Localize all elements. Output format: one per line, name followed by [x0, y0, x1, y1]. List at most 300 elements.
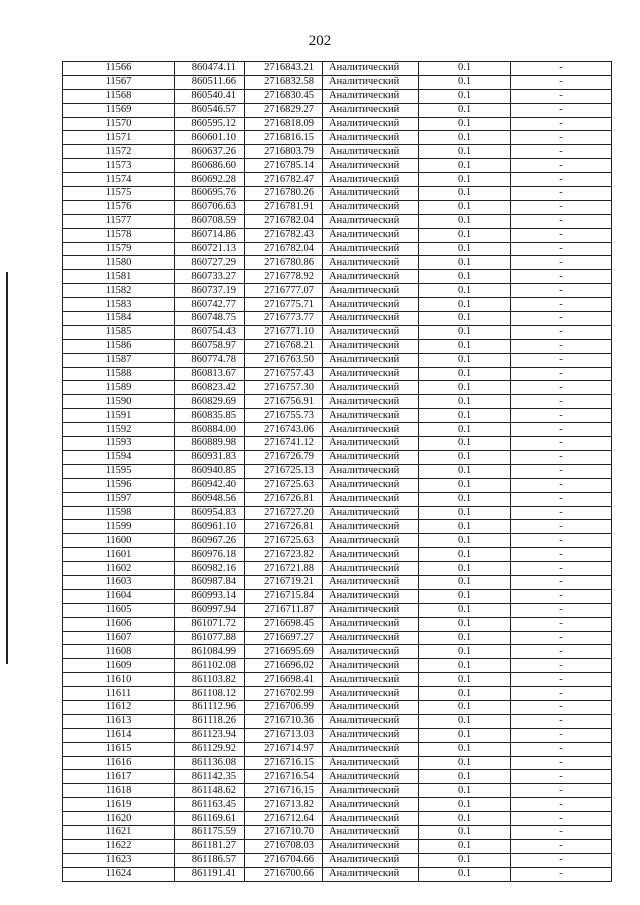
- x-coordinate-cell: 861102.08: [175, 659, 245, 673]
- note-cell: -: [511, 62, 612, 76]
- note-cell: -: [511, 437, 612, 451]
- y-coordinate-cell: 2716768.21: [245, 339, 323, 353]
- accuracy-cell: 0.1: [419, 659, 511, 673]
- accuracy-cell: 0.1: [419, 62, 511, 76]
- point-number-cell: 11591: [63, 409, 175, 423]
- accuracy-cell: 0.1: [419, 617, 511, 631]
- table-row: [63, 367, 612, 381]
- point-number-cell: 11567: [63, 75, 175, 89]
- method-cell: Аналитический: [323, 298, 419, 312]
- method-cell: Аналитический: [323, 381, 419, 395]
- y-coordinate-cell: 2716726.79: [245, 450, 323, 464]
- y-coordinate-cell: 2716714.97: [245, 742, 323, 756]
- x-coordinate-cell: 860931.83: [175, 450, 245, 464]
- x-coordinate-cell: 860987.84: [175, 575, 245, 589]
- point-number-cell: 11584: [63, 312, 175, 326]
- note-cell: -: [511, 145, 612, 159]
- method-cell: Аналитический: [323, 270, 419, 284]
- note-cell: -: [511, 728, 612, 742]
- y-coordinate-cell: 2716725.63: [245, 534, 323, 548]
- table-row: [63, 575, 612, 589]
- table-row: [63, 62, 612, 76]
- y-coordinate-cell: 2716843.21: [245, 62, 323, 76]
- table-row: [63, 770, 612, 784]
- accuracy-cell: 0.1: [419, 256, 511, 270]
- table-row: [63, 812, 612, 826]
- method-cell: Аналитический: [323, 853, 419, 867]
- accuracy-cell: 0.1: [419, 673, 511, 687]
- note-cell: -: [511, 423, 612, 437]
- point-number-cell: 11617: [63, 770, 175, 784]
- method-cell: Аналитический: [323, 617, 419, 631]
- page-number: 202: [308, 33, 332, 49]
- table-row: [63, 617, 612, 631]
- point-number-cell: 11622: [63, 839, 175, 853]
- x-coordinate-cell: 861077.88: [175, 631, 245, 645]
- accuracy-cell: 0.1: [419, 506, 511, 520]
- point-number-cell: 11575: [63, 187, 175, 201]
- method-cell: Аналитический: [323, 284, 419, 298]
- point-number-cell: 11581: [63, 270, 175, 284]
- method-cell: Аналитический: [323, 673, 419, 687]
- accuracy-cell: 0.1: [419, 381, 511, 395]
- point-number-cell: 11594: [63, 450, 175, 464]
- x-coordinate-cell: 860695.76: [175, 187, 245, 201]
- y-coordinate-cell: 2716697.27: [245, 631, 323, 645]
- table-row: [63, 395, 612, 409]
- point-number-cell: 11601: [63, 548, 175, 562]
- note-cell: -: [511, 381, 612, 395]
- y-coordinate-cell: 2716710.70: [245, 825, 323, 839]
- note-cell: -: [511, 742, 612, 756]
- note-cell: -: [511, 562, 612, 576]
- y-coordinate-cell: 2716721.88: [245, 562, 323, 576]
- point-number-cell: 11605: [63, 603, 175, 617]
- y-coordinate-cell: 2716778.92: [245, 270, 323, 284]
- method-cell: Аналитический: [323, 464, 419, 478]
- x-coordinate-cell: 860940.85: [175, 464, 245, 478]
- note-cell: -: [511, 75, 612, 89]
- accuracy-cell: 0.1: [419, 645, 511, 659]
- y-coordinate-cell: 2716780.86: [245, 256, 323, 270]
- accuracy-cell: 0.1: [419, 103, 511, 117]
- x-coordinate-cell: 860961.10: [175, 520, 245, 534]
- method-cell: Аналитический: [323, 423, 419, 437]
- accuracy-cell: 0.1: [419, 728, 511, 742]
- y-coordinate-cell: 2716712.64: [245, 812, 323, 826]
- accuracy-cell: 0.1: [419, 589, 511, 603]
- y-coordinate-cell: 2716704.66: [245, 853, 323, 867]
- table-row: [63, 798, 612, 812]
- point-number-cell: 11608: [63, 645, 175, 659]
- method-cell: Аналитический: [323, 256, 419, 270]
- note-cell: -: [511, 687, 612, 701]
- note-cell: -: [511, 312, 612, 326]
- point-number-cell: 11611: [63, 687, 175, 701]
- table-row: [63, 228, 612, 242]
- accuracy-cell: 0.1: [419, 339, 511, 353]
- point-number-cell: 11587: [63, 353, 175, 367]
- note-cell: -: [511, 478, 612, 492]
- y-coordinate-cell: 2716713.03: [245, 728, 323, 742]
- x-coordinate-cell: 860758.97: [175, 339, 245, 353]
- table-row: [63, 409, 612, 423]
- y-coordinate-cell: 2716706.99: [245, 700, 323, 714]
- note-cell: -: [511, 256, 612, 270]
- note-cell: -: [511, 228, 612, 242]
- table-row: [63, 687, 612, 701]
- accuracy-cell: 0.1: [419, 825, 511, 839]
- y-coordinate-cell: 2716723.82: [245, 548, 323, 562]
- point-number-cell: 11623: [63, 853, 175, 867]
- note-cell: -: [511, 520, 612, 534]
- method-cell: Аналитический: [323, 312, 419, 326]
- accuracy-cell: 0.1: [419, 242, 511, 256]
- x-coordinate-cell: 860546.57: [175, 103, 245, 117]
- x-coordinate-cell: 860737.19: [175, 284, 245, 298]
- accuracy-cell: 0.1: [419, 423, 511, 437]
- x-coordinate-cell: 860474.11: [175, 62, 245, 76]
- x-coordinate-cell: 861118.26: [175, 714, 245, 728]
- table-row: [63, 284, 612, 298]
- x-coordinate-cell: 860942.40: [175, 478, 245, 492]
- table-row: [63, 298, 612, 312]
- point-number-cell: 11574: [63, 173, 175, 187]
- note-cell: -: [511, 200, 612, 214]
- accuracy-cell: 0.1: [419, 200, 511, 214]
- y-coordinate-cell: 2716773.77: [245, 312, 323, 326]
- x-coordinate-cell: 860967.26: [175, 534, 245, 548]
- note-cell: -: [511, 825, 612, 839]
- accuracy-cell: 0.1: [419, 325, 511, 339]
- point-number-cell: 11585: [63, 325, 175, 339]
- x-coordinate-cell: 861108.12: [175, 687, 245, 701]
- method-cell: Аналитический: [323, 700, 419, 714]
- accuracy-cell: 0.1: [419, 770, 511, 784]
- x-coordinate-cell: 860733.27: [175, 270, 245, 284]
- note-cell: -: [511, 242, 612, 256]
- accuracy-cell: 0.1: [419, 603, 511, 617]
- accuracy-cell: 0.1: [419, 145, 511, 159]
- x-coordinate-cell: 860774.78: [175, 353, 245, 367]
- x-coordinate-cell: 860813.67: [175, 367, 245, 381]
- point-number-cell: 11578: [63, 228, 175, 242]
- method-cell: Аналитический: [323, 395, 419, 409]
- accuracy-cell: 0.1: [419, 367, 511, 381]
- y-coordinate-cell: 2716725.13: [245, 464, 323, 478]
- table-body: [63, 62, 612, 882]
- method-cell: Аналитический: [323, 478, 419, 492]
- point-number-cell: 11580: [63, 256, 175, 270]
- method-cell: Аналитический: [323, 145, 419, 159]
- table-row: [63, 673, 612, 687]
- x-coordinate-cell: 860708.59: [175, 214, 245, 228]
- method-cell: Аналитический: [323, 437, 419, 451]
- method-cell: Аналитический: [323, 645, 419, 659]
- note-cell: -: [511, 589, 612, 603]
- note-cell: -: [511, 812, 612, 826]
- note-cell: -: [511, 409, 612, 423]
- method-cell: Аналитический: [323, 728, 419, 742]
- method-cell: Аналитический: [323, 242, 419, 256]
- table-row: [63, 867, 612, 881]
- point-number-cell: 11596: [63, 478, 175, 492]
- y-coordinate-cell: 2716743.06: [245, 423, 323, 437]
- table-row: [63, 853, 612, 867]
- method-cell: Аналитический: [323, 589, 419, 603]
- point-number-cell: 11614: [63, 728, 175, 742]
- accuracy-cell: 0.1: [419, 89, 511, 103]
- note-cell: -: [511, 798, 612, 812]
- method-cell: Аналитический: [323, 867, 419, 881]
- note-cell: -: [511, 617, 612, 631]
- y-coordinate-cell: 2716726.81: [245, 520, 323, 534]
- y-coordinate-cell: 2716829.27: [245, 103, 323, 117]
- method-cell: Аналитический: [323, 839, 419, 853]
- point-number-cell: 11577: [63, 214, 175, 228]
- point-number-cell: 11595: [63, 464, 175, 478]
- note-cell: -: [511, 839, 612, 853]
- accuracy-cell: 0.1: [419, 548, 511, 562]
- point-number-cell: 11598: [63, 506, 175, 520]
- table-row: [63, 589, 612, 603]
- table-row: [63, 492, 612, 506]
- accuracy-cell: 0.1: [419, 492, 511, 506]
- accuracy-cell: 0.1: [419, 131, 511, 145]
- accuracy-cell: 0.1: [419, 575, 511, 589]
- note-cell: -: [511, 700, 612, 714]
- table-row: [63, 200, 612, 214]
- y-coordinate-cell: 2716803.79: [245, 145, 323, 159]
- point-number-cell: 11620: [63, 812, 175, 826]
- x-coordinate-cell: 860889.98: [175, 437, 245, 451]
- y-coordinate-cell: 2716698.45: [245, 617, 323, 631]
- table-row: [63, 825, 612, 839]
- y-coordinate-cell: 2716695.69: [245, 645, 323, 659]
- y-coordinate-cell: 2716716.15: [245, 784, 323, 798]
- method-cell: Аналитический: [323, 353, 419, 367]
- y-coordinate-cell: 2716698.41: [245, 673, 323, 687]
- point-number-cell: 11609: [63, 659, 175, 673]
- point-number-cell: 11613: [63, 714, 175, 728]
- point-number-cell: 11586: [63, 339, 175, 353]
- table-row: [63, 742, 612, 756]
- method-cell: Аналитический: [323, 714, 419, 728]
- table-row: [63, 145, 612, 159]
- x-coordinate-cell: 860835.85: [175, 409, 245, 423]
- accuracy-cell: 0.1: [419, 631, 511, 645]
- x-coordinate-cell: 860742.77: [175, 298, 245, 312]
- point-number-cell: 11624: [63, 867, 175, 881]
- note-cell: -: [511, 284, 612, 298]
- note-cell: -: [511, 645, 612, 659]
- note-cell: -: [511, 770, 612, 784]
- note-cell: -: [511, 117, 612, 131]
- note-cell: -: [511, 575, 612, 589]
- method-cell: Аналитический: [323, 200, 419, 214]
- x-coordinate-cell: 860993.14: [175, 589, 245, 603]
- accuracy-cell: 0.1: [419, 714, 511, 728]
- accuracy-cell: 0.1: [419, 173, 511, 187]
- point-number-cell: 11566: [63, 62, 175, 76]
- y-coordinate-cell: 2716757.30: [245, 381, 323, 395]
- note-cell: -: [511, 867, 612, 881]
- x-coordinate-cell: 860692.28: [175, 173, 245, 187]
- table-row: [63, 214, 612, 228]
- note-cell: -: [511, 131, 612, 145]
- table-row: [63, 242, 612, 256]
- note-cell: -: [511, 714, 612, 728]
- table-row: [63, 159, 612, 173]
- y-coordinate-cell: 2716726.81: [245, 492, 323, 506]
- y-coordinate-cell: 2716710.36: [245, 714, 323, 728]
- accuracy-cell: 0.1: [419, 214, 511, 228]
- y-coordinate-cell: 2716725.63: [245, 478, 323, 492]
- point-number-cell: 11576: [63, 200, 175, 214]
- method-cell: Аналитический: [323, 325, 419, 339]
- method-cell: Аналитический: [323, 659, 419, 673]
- accuracy-cell: 0.1: [419, 159, 511, 173]
- x-coordinate-cell: 860754.43: [175, 325, 245, 339]
- y-coordinate-cell: 2716830.45: [245, 89, 323, 103]
- table-row: [63, 548, 612, 562]
- note-cell: -: [511, 548, 612, 562]
- x-coordinate-cell: 861181.27: [175, 839, 245, 853]
- note-cell: -: [511, 631, 612, 645]
- x-coordinate-cell: 860948.56: [175, 492, 245, 506]
- method-cell: Аналитический: [323, 214, 419, 228]
- x-coordinate-cell: 860714.86: [175, 228, 245, 242]
- accuracy-cell: 0.1: [419, 284, 511, 298]
- y-coordinate-cell: 2716741.12: [245, 437, 323, 451]
- method-cell: Аналитический: [323, 687, 419, 701]
- point-number-cell: 11615: [63, 742, 175, 756]
- x-coordinate-cell: 861175.59: [175, 825, 245, 839]
- x-coordinate-cell: 861112.96: [175, 700, 245, 714]
- point-number-cell: 11592: [63, 423, 175, 437]
- table-row: [63, 700, 612, 714]
- x-coordinate-cell: 861136.08: [175, 756, 245, 770]
- table-row: [63, 464, 612, 478]
- accuracy-cell: 0.1: [419, 812, 511, 826]
- y-coordinate-cell: 2716756.91: [245, 395, 323, 409]
- note-cell: -: [511, 492, 612, 506]
- table-row: [63, 645, 612, 659]
- point-number-cell: 11582: [63, 284, 175, 298]
- y-coordinate-cell: 2716782.04: [245, 214, 323, 228]
- accuracy-cell: 0.1: [419, 853, 511, 867]
- method-cell: Аналитический: [323, 62, 419, 76]
- table-row: [63, 659, 612, 673]
- note-cell: -: [511, 214, 612, 228]
- table-row: [63, 756, 612, 770]
- method-cell: Аналитический: [323, 117, 419, 131]
- accuracy-cell: 0.1: [419, 867, 511, 881]
- table-row: [63, 506, 612, 520]
- note-cell: -: [511, 339, 612, 353]
- point-number-cell: 11597: [63, 492, 175, 506]
- table-row: [63, 89, 612, 103]
- method-cell: Аналитический: [323, 159, 419, 173]
- point-number-cell: 11590: [63, 395, 175, 409]
- method-cell: Аналитический: [323, 506, 419, 520]
- method-cell: Аналитический: [323, 75, 419, 89]
- y-coordinate-cell: 2716727.20: [245, 506, 323, 520]
- accuracy-cell: 0.1: [419, 353, 511, 367]
- point-number-cell: 11593: [63, 437, 175, 451]
- accuracy-cell: 0.1: [419, 798, 511, 812]
- x-coordinate-cell: 860823.42: [175, 381, 245, 395]
- y-coordinate-cell: 2716713.82: [245, 798, 323, 812]
- x-coordinate-cell: 860976.18: [175, 548, 245, 562]
- y-coordinate-cell: 2716696.02: [245, 659, 323, 673]
- x-coordinate-cell: 861186.57: [175, 853, 245, 867]
- point-number-cell: 11607: [63, 631, 175, 645]
- note-cell: -: [511, 603, 612, 617]
- method-cell: Аналитический: [323, 492, 419, 506]
- note-cell: -: [511, 450, 612, 464]
- accuracy-cell: 0.1: [419, 450, 511, 464]
- note-cell: -: [511, 353, 612, 367]
- table-row: [63, 450, 612, 464]
- point-number-cell: 11583: [63, 298, 175, 312]
- table-row: [63, 784, 612, 798]
- table-row: [63, 423, 612, 437]
- method-cell: Аналитический: [323, 534, 419, 548]
- x-coordinate-cell: 860686.60: [175, 159, 245, 173]
- table-row: [63, 256, 612, 270]
- point-number-cell: 11616: [63, 756, 175, 770]
- method-cell: Аналитический: [323, 339, 419, 353]
- x-coordinate-cell: 860997.94: [175, 603, 245, 617]
- method-cell: Аналитический: [323, 187, 419, 201]
- note-cell: -: [511, 187, 612, 201]
- coordinates-table: [62, 61, 612, 882]
- table-row: [63, 478, 612, 492]
- note-cell: -: [511, 159, 612, 173]
- method-cell: Аналитический: [323, 631, 419, 645]
- x-coordinate-cell: 861123.94: [175, 728, 245, 742]
- margin-binding-line: [6, 272, 8, 664]
- note-cell: -: [511, 506, 612, 520]
- method-cell: Аналитический: [323, 562, 419, 576]
- method-cell: Аналитический: [323, 89, 419, 103]
- note-cell: -: [511, 659, 612, 673]
- accuracy-cell: 0.1: [419, 687, 511, 701]
- x-coordinate-cell: 860540.41: [175, 89, 245, 103]
- y-coordinate-cell: 2716832.58: [245, 75, 323, 89]
- y-coordinate-cell: 2716780.26: [245, 187, 323, 201]
- accuracy-cell: 0.1: [419, 298, 511, 312]
- table-row: [63, 131, 612, 145]
- method-cell: Аналитический: [323, 450, 419, 464]
- x-coordinate-cell: 860511.66: [175, 75, 245, 89]
- table-row: [63, 339, 612, 353]
- table-row: [63, 103, 612, 117]
- note-cell: -: [511, 756, 612, 770]
- method-cell: Аналитический: [323, 603, 419, 617]
- point-number-cell: 11619: [63, 798, 175, 812]
- x-coordinate-cell: 861191.41: [175, 867, 245, 881]
- x-coordinate-cell: 860954.83: [175, 506, 245, 520]
- point-number-cell: 11603: [63, 575, 175, 589]
- method-cell: Аналитический: [323, 756, 419, 770]
- point-number-cell: 11610: [63, 673, 175, 687]
- method-cell: Аналитический: [323, 825, 419, 839]
- y-coordinate-cell: 2716719.21: [245, 575, 323, 589]
- x-coordinate-cell: 861103.82: [175, 673, 245, 687]
- table-row: [63, 173, 612, 187]
